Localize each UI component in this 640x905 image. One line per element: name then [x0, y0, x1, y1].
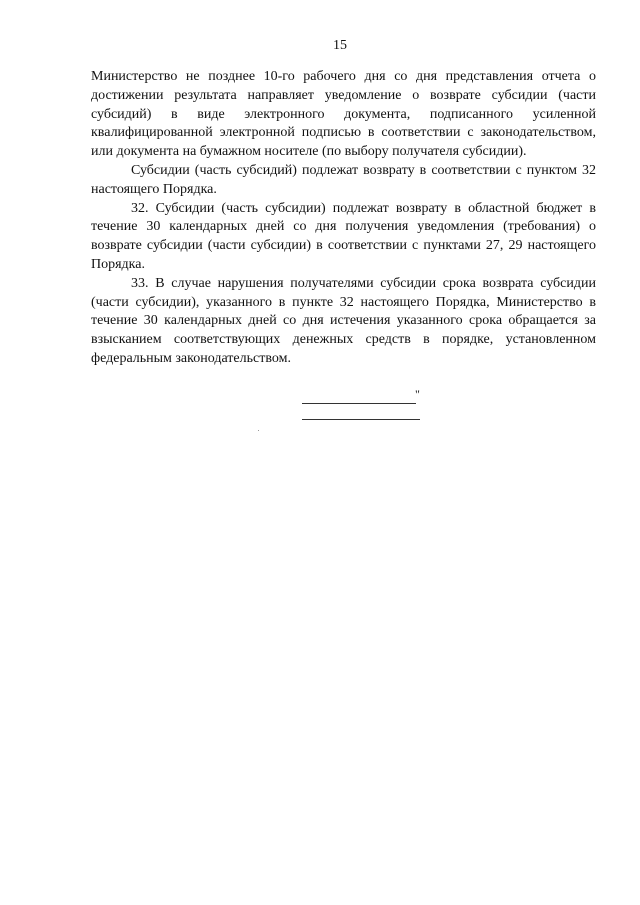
- closing-line-lower: [302, 419, 420, 420]
- paragraph-32: 32. Субсидии (часть субсидии) подлежат возврату в областной бюджет в течение 30 календарных дней со дня получения уведомления (требования) о возврате субсидии (части субсидии) в соответствии с пунктами 27, 29 настоящего Порядка.: [91, 200, 596, 272]
- document-body: [91, 68, 596, 369]
- closing-quote-mark: ": [415, 387, 420, 401]
- paragraph-notice: Министерство не позднее 10-го рабочего дня со дня представления отчета о достижении результата направляет уведомление о возврате субсидии (части субсидий) в виде электронного документа, подписанного усиленной квалифицированной электронной подписью в соответствии с законодательством, или документа на бумажном носителе (по выбору получателя субсидии).: [91, 69, 596, 160]
- page-number: 15: [333, 38, 347, 53]
- scan-dot: [258, 430, 259, 431]
- paragraph-33: 33. В случае нарушения получателями субсидии срока возврата субсидии (части субсидии), указанного в пункте 32 настоящего Порядка, Министерство в течение 30 календарных дней со дня истечения указанного срока обращается за взысканием соответствующих денежных средств в порядке, установленном федеральным законодательством.: [91, 275, 596, 366]
- closing-line-upper: [302, 403, 416, 404]
- paragraph-return-basis: Субсидии (часть субсидий) подлежат возврату в соответствии с пунктом 32 настоящего Порядка.: [91, 162, 596, 197]
